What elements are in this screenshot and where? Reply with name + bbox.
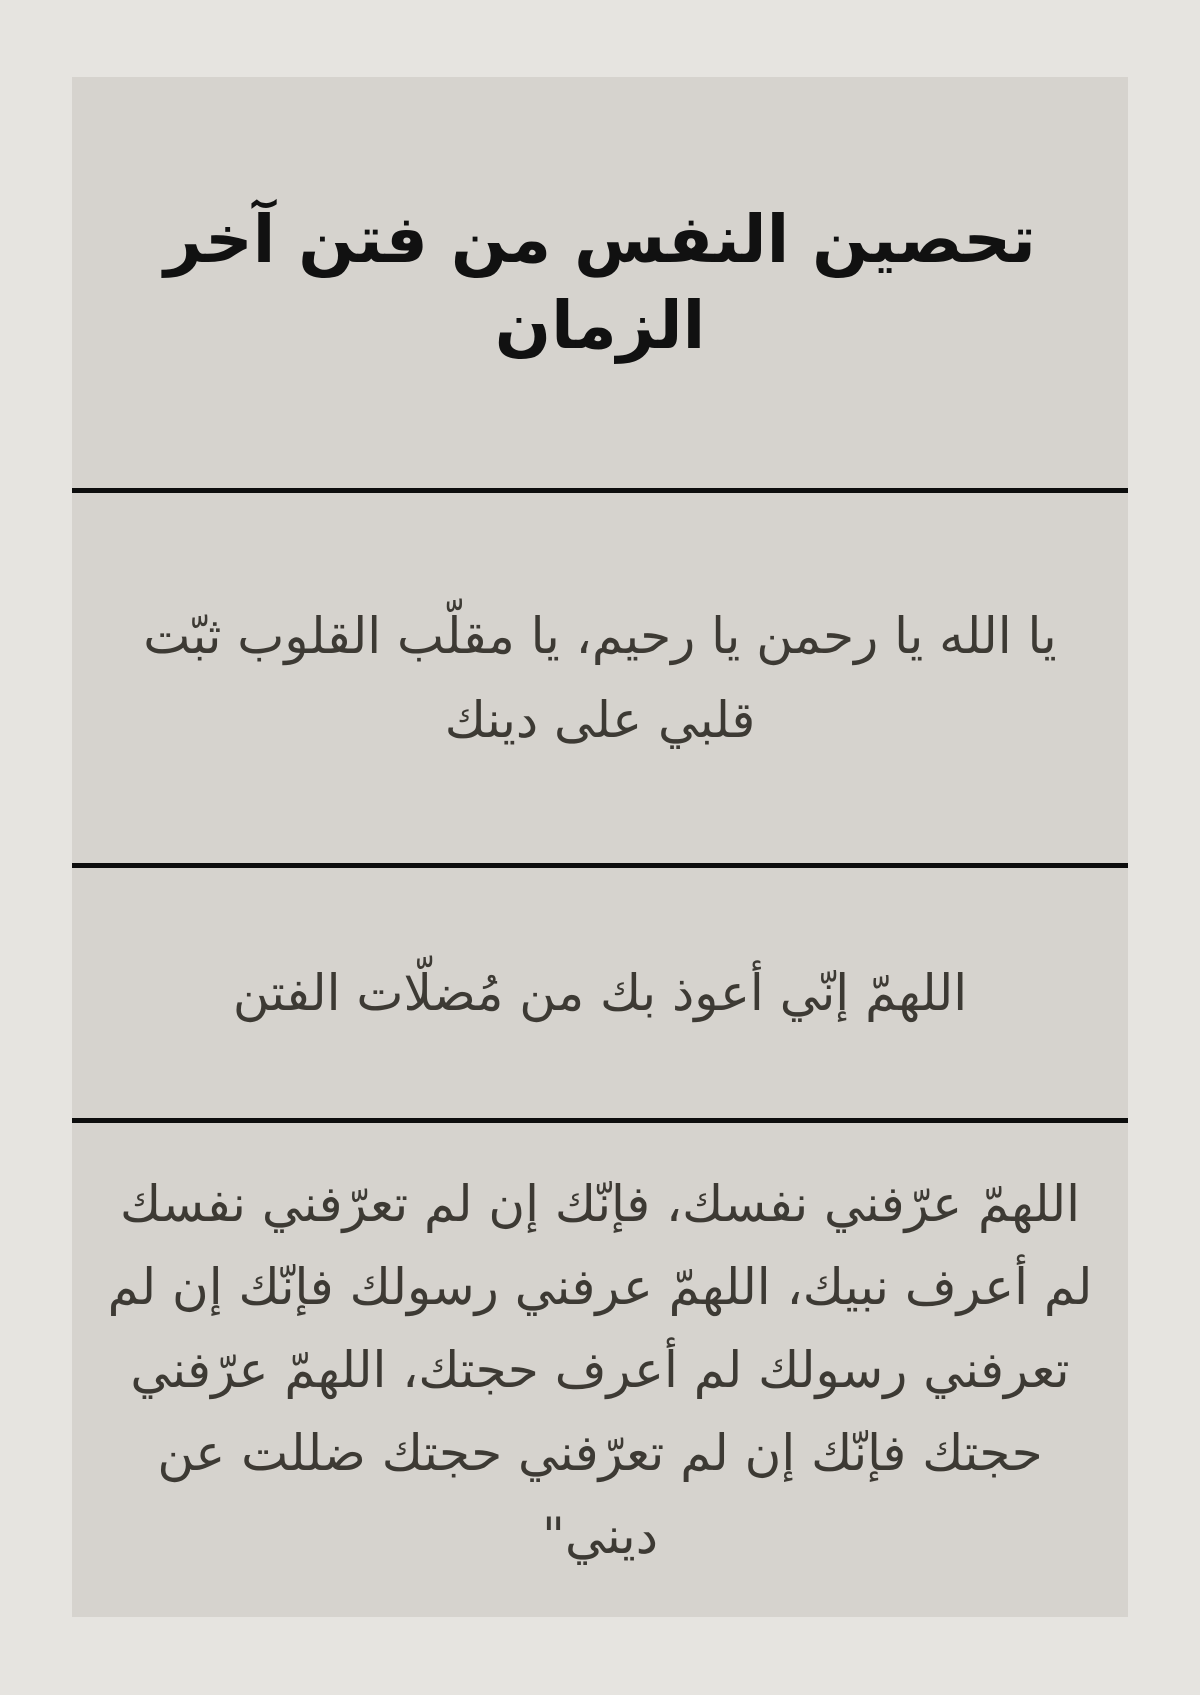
- supplication-text: يا الله يا رحمن يا رحيم، يا مقلّب القلوب ثبّت قلبي على دينك: [143, 607, 1057, 749]
- supplication-section-1: [72, 493, 1128, 863]
- supplication-section-3: [72, 1123, 1128, 1617]
- page-title: تحصين النفس من فتن آخر الزمان: [164, 200, 1036, 364]
- supplication-text: اللهمّ عرّفني نفسك، فإنّك إن لم تعرّفني نفسك لم أعرف نبيك، اللهمّ عرفني رسولك فإنّك إن لم تعرفني رسولك لم أعرف حجتك، اللهمّ عرّفني حجتك فإنّك إن لم تعرّفني حجتك ضللت عن ديني": [107, 1174, 1093, 1565]
- supplication-section-2: [72, 868, 1128, 1118]
- supplication-text: اللهمّ إنّي أعوذ بك من مُضلّات الفتن: [232, 964, 968, 1022]
- content-card: [72, 77, 1128, 1617]
- title-section: [72, 77, 1128, 488]
